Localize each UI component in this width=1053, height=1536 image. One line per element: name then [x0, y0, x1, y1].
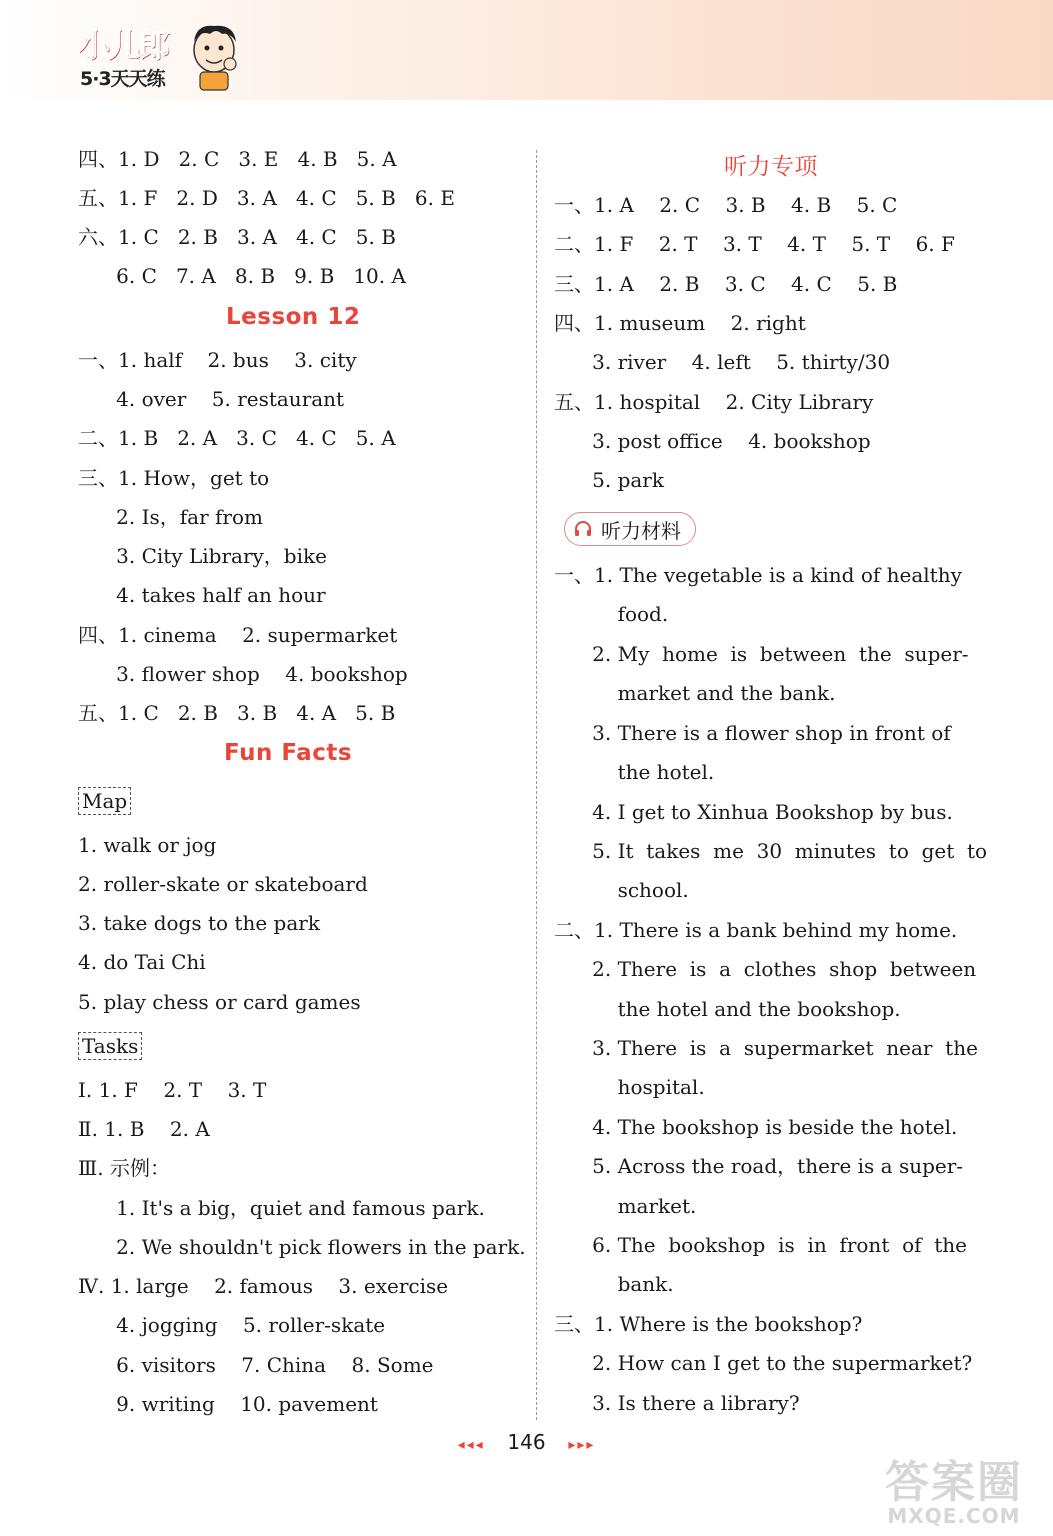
answer-line: 五、1. C 2. B 3. B 4. A 5. B: [78, 701, 396, 725]
answer-line: 三、1. How，get to: [78, 466, 270, 490]
page-header: [0, 0, 1053, 100]
series-name: 5·3天天练: [80, 68, 165, 90]
transcript-line: 3. There is a supermarket near the: [554, 1036, 978, 1060]
transcript-line: market.: [554, 1194, 697, 1218]
page-number: 146: [507, 1430, 546, 1454]
list-item: 2. roller-skate or skateboard: [78, 872, 368, 896]
answer-line: 4. takes half an hour: [78, 583, 326, 607]
transcript-line: the hotel and the bookshop.: [554, 997, 901, 1021]
transcript-line: 4. I get to Xinhua Bookshop by bus.: [554, 800, 953, 824]
answer-line: 五、1. hospital 2. City Library: [554, 390, 874, 414]
answer-line: 6. C 7. A 8. B 9. B 10. A: [78, 264, 406, 288]
transcript-line: hospital.: [554, 1075, 705, 1099]
watermark: [869, 1457, 1039, 1530]
answer-line: 二、1. F 2. T 3. T 4. T 5. T 6. F: [554, 232, 955, 256]
brand-logo: [74, 20, 244, 94]
listening-material-tag: [564, 512, 696, 546]
answer-line: 1. It's a big，quiet and famous park.: [78, 1196, 485, 1220]
transcript-line: food.: [554, 602, 669, 626]
transcript-line: 5. Across the road，there is a super-: [554, 1154, 964, 1178]
answer-line: 2. Is，far from: [78, 505, 263, 529]
lesson12-title: Lesson 12: [226, 304, 361, 330]
cartoon-boy-icon: [186, 20, 242, 92]
answer-line: 三、1. A 2. B 3. C 4. C 5. B: [554, 272, 898, 296]
answer-line: 五、1. F 2. D 3. A 4. C 5. B 6. E: [78, 186, 455, 210]
listening-material-label: 听力材料: [601, 518, 681, 543]
transcript-line: 6. The bookshop is in front of the: [554, 1233, 967, 1257]
transcript-line: 2. My home is between the super-: [554, 642, 969, 666]
answer-line: 9. writing 10. pavement: [78, 1392, 378, 1416]
transcript-line: 4. The bookshop is beside the hotel.: [554, 1115, 958, 1139]
list-item: 1. walk or jog: [78, 833, 217, 857]
transcript-line: the hotel.: [554, 760, 715, 784]
brand-name: 小儿郎: [78, 26, 169, 64]
watermark-top: 答案圈: [885, 1457, 1023, 1508]
transcript-line: 3. There is a flower shop in front of: [554, 721, 951, 745]
funfacts-title: Fun Facts: [224, 740, 353, 766]
answer-line: 6. visitors 7. China 8. Some: [78, 1353, 434, 1377]
transcript-line: bank.: [554, 1272, 674, 1296]
transcript-line: 一、1. The vegetable is a kind of healthy: [554, 563, 962, 587]
watermark-bottom: MXQE.COM: [887, 1504, 1021, 1528]
answer-line: Ⅱ. 1. B 2. A: [78, 1117, 210, 1141]
list-item: 4. do Tai Chi: [78, 950, 206, 974]
answer-line: 2. We shouldn't pick flowers in the park.: [78, 1235, 526, 1259]
listening-title: 听力专项: [724, 154, 818, 180]
headphone-icon: [573, 519, 593, 539]
answer-line: 一、1. A 2. C 3. B 4. B 5. C: [554, 193, 898, 217]
column-divider: [536, 150, 537, 1420]
answer-line: 一、1. half 2. bus 3. city: [78, 348, 357, 372]
answer-line: 四、1. cinema 2. supermarket: [78, 623, 398, 647]
answer-line: 四、1. museum 2. right: [554, 311, 806, 335]
list-item: 5. play chess or card games: [78, 990, 361, 1014]
answer-line: 六、1. C 2. B 3. A 4. C 5. B: [78, 225, 396, 249]
answer-line: 4. jogging 5. roller-skate: [78, 1313, 386, 1337]
transcript-line: 2. There is a clothes shop between: [554, 957, 977, 981]
answer-line: 5. park: [554, 468, 664, 492]
transcript-line: 三、1. Where is the bookshop?: [554, 1312, 863, 1336]
tasks-label: Tasks: [78, 1032, 142, 1060]
answer-line: 3. flower shop 4. bookshop: [78, 662, 408, 686]
transcript-line: school.: [554, 878, 689, 902]
prev-arrows-icon: ◂◂◂: [457, 1437, 485, 1453]
answer-line: 3. post office 4. bookshop: [554, 429, 871, 453]
transcript-line: 2. How can I get to the supermarket?: [554, 1351, 973, 1375]
answer-line: 3. City Library，bike: [78, 544, 327, 568]
answer-line: 四、1. D 2. C 3. E 4. B 5. A: [78, 147, 397, 171]
transcript-line: 5. It takes me 30 minutes to get to: [554, 839, 988, 863]
next-arrows-icon: ▸▸▸: [568, 1437, 596, 1453]
answer-line: 3. river 4. left 5. thirty/30: [554, 350, 891, 374]
transcript-line: 二、1. There is a bank behind my home.: [554, 918, 958, 942]
transcript-line: market and the bank.: [554, 681, 836, 705]
answer-line: Ⅰ. 1. F 2. T 3. T: [78, 1078, 267, 1102]
transcript-line: 3. Is there a library?: [554, 1391, 800, 1415]
answer-line: 二、1. B 2. A 3. C 4. C 5. A: [78, 426, 396, 450]
answer-line: Ⅲ. 示例：: [78, 1156, 171, 1180]
map-label: Map: [78, 787, 131, 815]
answer-line: Ⅳ. 1. large 2. famous 3. exercise: [78, 1274, 449, 1298]
list-item: 3. take dogs to the park: [78, 911, 320, 935]
answer-line: 4. over 5. restaurant: [78, 387, 345, 411]
